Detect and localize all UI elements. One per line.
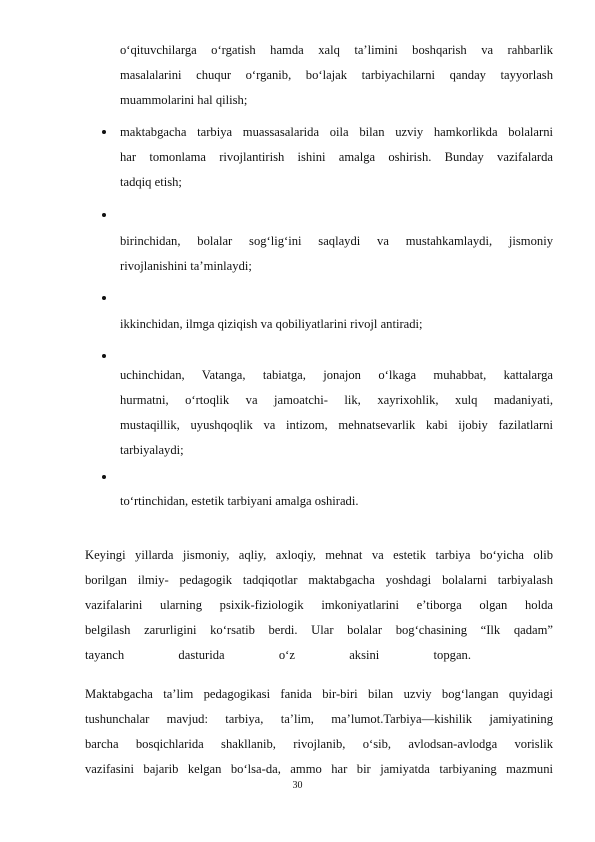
para-2-line-2: tushunchalar mavjud: tarbiya, ta’lim, ma’lumot.Tarbiya—kishilik jamiyatining: [85, 712, 553, 726]
item-4-line-1: uchinchidan, Vatanga, tabiatga, jonajon o‘lkaga muhabbat, kattalarga: [120, 368, 553, 382]
item-4-line-3: mustaqillik, uyushqoqlik va intizom, mehnatsevarlik kabi ijobiy fazilatlarni: [120, 418, 553, 432]
intro-line-1: o‘qituvchilarga o‘rgatish hamda xalq ta’limini boshqarish va rahbarlik: [120, 43, 553, 57]
bullet-2: [102, 213, 106, 217]
intro-line-2: masalalarini chuqur o‘rganib, bo‘lajak tarbiyachilarni qanday tayyorlash: [120, 68, 553, 82]
para-2-line-3: barcha bosqichlarida shakllanib, rivojlanib, o‘sib, avlodsan-avlodga vorislik: [85, 737, 553, 751]
intro-line-3: muammolarini hal qilish;: [120, 93, 248, 107]
page-number: 30: [292, 780, 303, 791]
para-1-line-1: Keyingi yillarda jismoniy, aqliy, axloqiy, mehnat va estetik tarbiya bo‘yicha olib: [85, 548, 553, 562]
para-2-line-1: Maktabgacha ta’lim pedagogikasi fanida bir-biri bilan uzviy bog‘langan quyidagi: [85, 687, 553, 701]
item-3-line-1: ikkinchidan, ilmga qiziqish va qobiliyatlarini rivojl antiradi;: [120, 317, 423, 331]
para-1-line-2: borilgan ilmiy- pedagogik tadqiqotlar maktabgacha yoshdagi bolalarni tarbiyalash: [85, 573, 553, 587]
bullet-1: [102, 130, 106, 134]
item-2-line-1: birinchidan, bolalar sog‘lig‘ini saqlaydi va mustahkamlaydi, jismoniy: [120, 234, 553, 248]
item-1-line-3: tadqiq etish;: [120, 175, 182, 189]
item-4-line-2: hurmatni, o‘rtoqlik va jamoatchi- lik, xayrixohlik, xulq madaniyati,: [120, 393, 553, 407]
item-1-line-2: har tomonlama rivojlantirish ishini amalga oshirish. Bunday vazifalarda: [120, 150, 553, 164]
bullet-5: [102, 475, 106, 479]
item-2-line-2: rivojlanishini ta’minlaydi;: [120, 259, 252, 273]
bullet-3: [102, 296, 106, 300]
para-1-line-4: belgilash zarurligini ko‘rsatib berdi. Ular bolalar bog‘chasining “Ilk qadam”: [85, 623, 553, 637]
item-5-line-1: to‘rtinchidan, estetik tarbiyani amalga oshiradi.: [120, 494, 359, 508]
para-1-line-5: tayanch dasturida o‘z aksini topgan.: [85, 648, 471, 662]
item-1-line-1: maktabgacha tarbiya muassasalarida oila bilan uzviy hamkorlikda bolalarni: [120, 125, 553, 139]
item-4-line-4: tarbiyalaydi;: [120, 443, 184, 457]
para-2-line-4: vazifasini bajarib kelgan bo‘lsa-da, ammo har bir jamiyatda tarbiyaning mazmuni: [85, 762, 553, 776]
bullet-4: [102, 354, 106, 358]
para-1-line-3: vazifalarini ularning psixik-fiziologik imkoniyatlarini e’tiborga olgan holda: [85, 598, 553, 612]
